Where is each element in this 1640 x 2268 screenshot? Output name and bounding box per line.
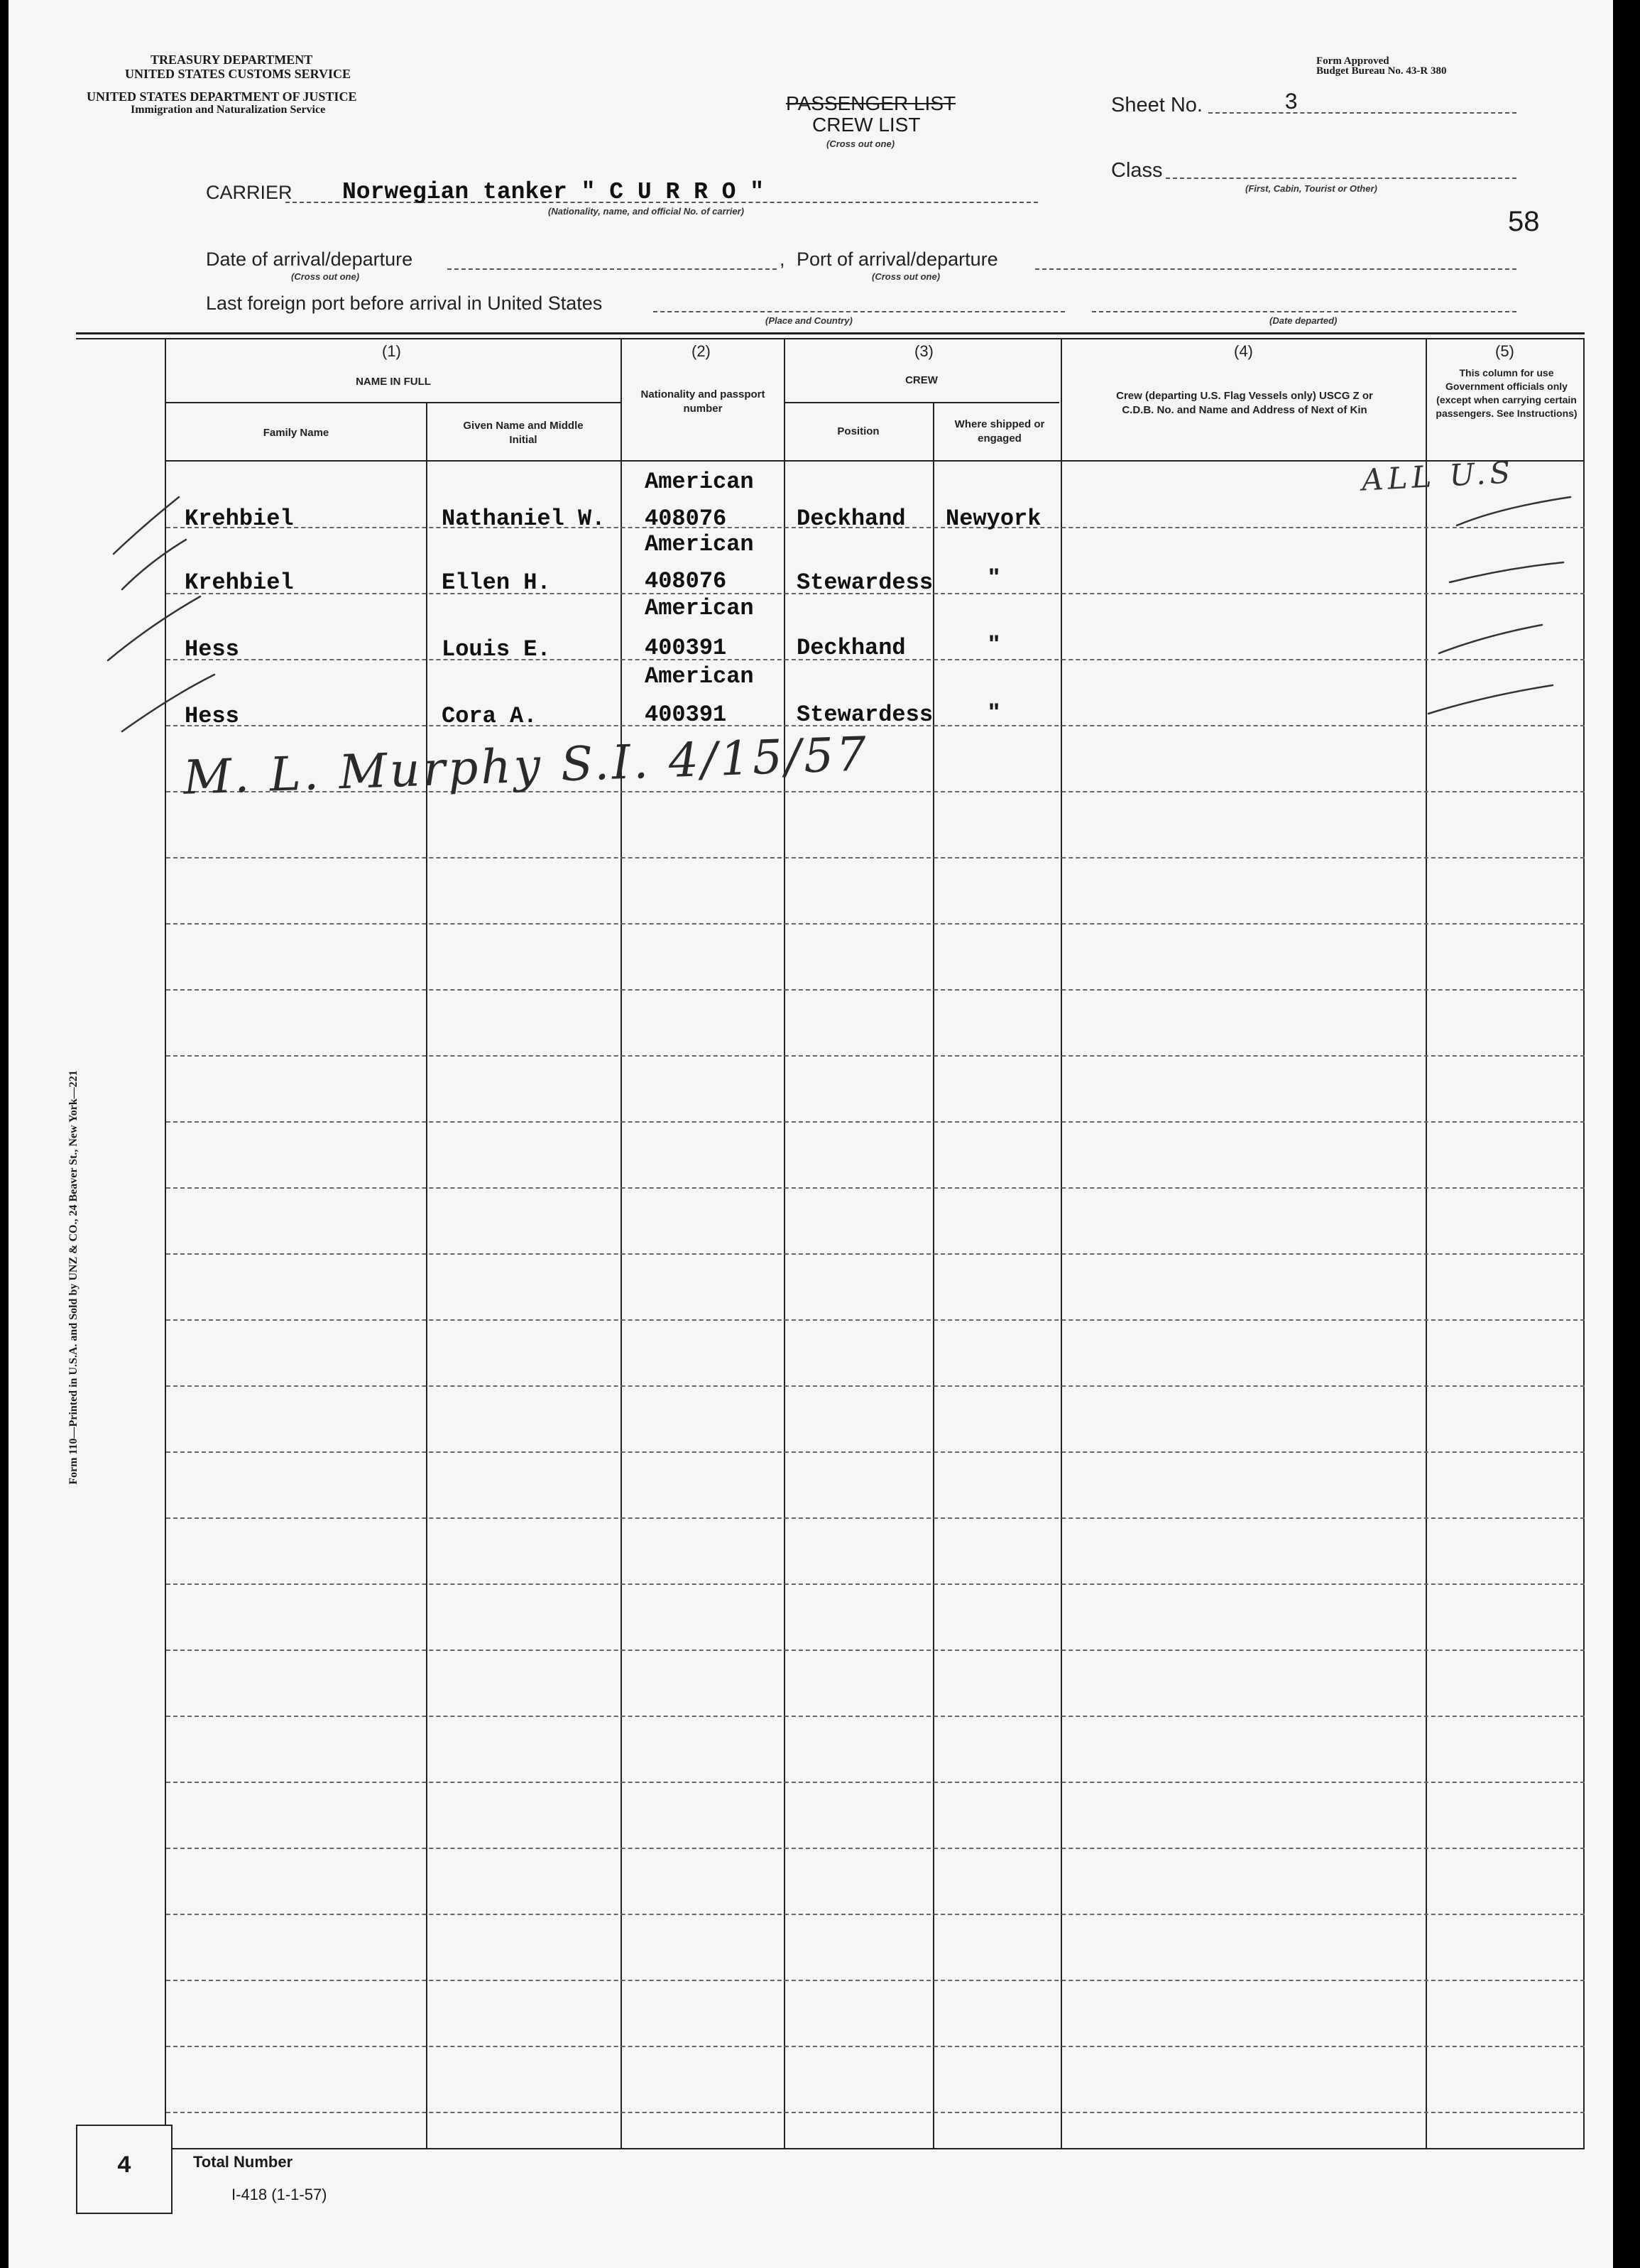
ruled-row-line <box>166 1848 1585 1849</box>
date-departed-caption: (Date departed) <box>1269 315 1338 326</box>
ruled-row-line <box>166 1121 1585 1123</box>
form-code: I-418 (1-1-57) <box>231 2186 327 2203</box>
position: Stewardess <box>797 702 934 728</box>
port-cross-caption: (Cross out one) <box>872 271 941 282</box>
ruled-row-line <box>166 1385 1585 1387</box>
ruled-row-line <box>166 923 1585 925</box>
dept-ins: Immigration and Naturalization Service <box>131 104 326 116</box>
col5-number: (5) <box>1495 342 1514 360</box>
ruled-row-line <box>166 1253 1585 1255</box>
ruled-row-line <box>166 1650 1585 1651</box>
dept-treasury: TREASURY DEPARTMENT <box>151 53 313 67</box>
crew-list-title: CREW LIST <box>812 114 921 136</box>
position: Deckhand <box>797 635 906 661</box>
family-name: Krehbiel <box>185 506 294 532</box>
budget-bureau: Budget Bureau No. 43-R 380 <box>1316 65 1447 77</box>
where-shipped: Newyork <box>946 506 1042 532</box>
ruled-row-line <box>166 857 1585 858</box>
nationality: American <box>645 531 754 557</box>
family-name: Hess <box>185 636 239 663</box>
given-name: Louis E. <box>442 636 551 663</box>
sheet-no-label: Sheet No. <box>1111 94 1203 116</box>
col3-number: (3) <box>914 342 934 360</box>
given-name: Cora A. <box>442 703 537 729</box>
col2-title: Nationality and passport number <box>640 388 765 415</box>
nationality: American <box>645 663 754 689</box>
total-number-value: 4 <box>116 2153 132 2180</box>
given-name: Ellen H. <box>442 569 551 596</box>
date-label: Date of arrival/departure <box>206 249 413 270</box>
ditto-mark: " <box>988 699 1000 726</box>
total-number-box <box>76 2125 173 2214</box>
cross-out-caption: (Cross out one) <box>826 138 895 149</box>
nationality: American <box>645 595 754 621</box>
carrier-label: CARRIER <box>206 182 293 203</box>
ruled-row-line <box>166 1914 1585 1915</box>
col-position: Position <box>837 425 880 437</box>
ruled-row-line <box>166 1187 1585 1189</box>
class-label: Class <box>1111 159 1163 182</box>
date-cross-caption: (Cross out one) <box>291 271 360 282</box>
place-caption: (Place and Country) <box>765 315 853 326</box>
family-name: Krehbiel <box>185 569 294 596</box>
side-printer-text: Form 110—Printed in U.S.A. and Sold by UNZ & CO., 24 Beaver St., New York—221 <box>67 1070 80 1485</box>
form-approved: Form Approved <box>1316 55 1389 67</box>
ruled-row-line <box>166 1782 1585 1783</box>
family-name: Hess <box>185 703 239 729</box>
ruled-row-line <box>166 2112 1585 2113</box>
ruled-row-line <box>166 2046 1585 2047</box>
passport-number: 400391 <box>645 702 727 728</box>
passport-number: 408076 <box>645 568 727 594</box>
passenger-list-title: PASSENGER LIST <box>786 92 956 114</box>
column5-handwritten-note: ALL U.S <box>1360 454 1516 498</box>
ruled-row-line <box>166 1319 1585 1321</box>
col5-title: This column for use Government officials only (except when carrying certain passengers. See Instructions) <box>1436 367 1578 419</box>
passport-number: 400391 <box>645 635 727 661</box>
col3-title: CREW <box>905 374 938 386</box>
ruled-row-line <box>166 1451 1585 1453</box>
position: Stewardess <box>797 569 934 596</box>
ruled-row-line <box>166 989 1585 991</box>
col-given-name: Given Name and Middle Initial <box>463 420 584 446</box>
document-page <box>9 0 1613 2268</box>
col4-title: Crew (departing U.S. Flag Vessels only) USCG Z or C.D.B. No. and Name and Address of Next of Kin <box>1116 390 1373 416</box>
col4-number: (4) <box>1234 342 1253 360</box>
ruled-row-line <box>166 1517 1585 1519</box>
pen-strokes <box>9 0 1613 781</box>
dept-customs: UNITED STATES CUSTOMS SERVICE <box>125 67 351 81</box>
ruled-row-line <box>166 1980 1585 1981</box>
total-number-label: Total Number <box>193 2153 293 2171</box>
col-where-shipped: Where shipped or engaged <box>954 418 1045 445</box>
inspector-signature: M. L. Murphy S.I. 4/15/57 <box>182 726 870 805</box>
class-caption: (First, Cabin, Tourist or Other) <box>1245 183 1377 194</box>
col2-number: (2) <box>691 342 711 360</box>
col1-title: NAME IN FULL <box>356 376 431 388</box>
carrier-caption: (Nationality, name, and official No. of carrier) <box>548 206 744 217</box>
position: Deckhand <box>797 506 906 532</box>
ditto-mark: " <box>988 564 1000 591</box>
last-port-label: Last foreign port before arrival in United States <box>206 293 603 314</box>
comma-sep: , <box>780 249 785 270</box>
page-number: 58 <box>1508 206 1540 237</box>
carrier-value: Norwegian tanker " C U R R O " <box>342 179 765 205</box>
col-family-name: Family Name <box>263 427 329 439</box>
col1-number: (1) <box>382 342 401 360</box>
given-name: Nathaniel W. <box>442 506 606 532</box>
sheet-no-value: 3 <box>1284 89 1299 116</box>
nationality: American <box>645 469 754 495</box>
dept-justice: UNITED STATES DEPARTMENT OF JUSTICE <box>87 89 357 104</box>
ruled-row-line <box>166 1716 1585 1717</box>
passport-number: 408076 <box>645 506 727 532</box>
ruled-row-line <box>166 1055 1585 1057</box>
ditto-mark: " <box>988 631 1000 658</box>
port-label: Port of arrival/departure <box>797 249 998 270</box>
ruled-row-line <box>166 1583 1585 1585</box>
